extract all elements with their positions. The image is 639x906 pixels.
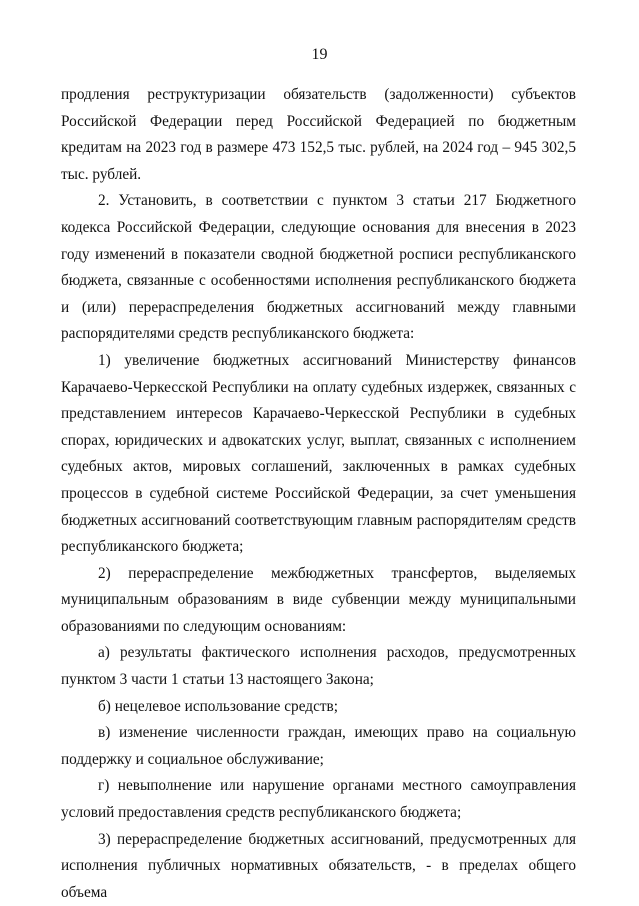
paragraph-subitem-1: 1) увеличение бюджетных ассигнований Министерству финансов Карачаево-Черкесской Республики на оплату судебных издержек, связанных с представлением интересов Карачаево-Черкесской Республики в судебных спорах, юридических и адвокатских услуг, выплат, связанных с исполнением судебных актов, мировых соглашений, заключенных в рамках судебных процессов в судебной системе Российской Федерации, за счет уменьшения бюджетных ассигнований соответствующим главным распорядителям средств республиканского бюджета; xyxy=(61,351,576,556)
paragraph-subitem-2c: в) изменение численности граждан, имеющих право на социальную поддержку и социальное обслуживание; xyxy=(61,724,576,768)
paragraph-subitem-2b: б) нецелевое использование средств; xyxy=(98,697,339,715)
paragraph-subitem-2a: а) результаты фактического исполнения расходов, предусмотренных пунктом 3 части 1 статьи 13 настоящего Закона; xyxy=(61,644,576,689)
paragraph-subitem-2: 2) перераспределение межбюджетных трансфертов, выделяемых муниципальным образованиям в виде субвенции между муниципальными образованиями по следующим основаниям: xyxy=(61,564,576,635)
paragraph-subitem-2d: г) невыполнение или нарушение органами местного самоуправления условий предоставления средств республиканского бюджета; xyxy=(61,777,576,822)
paragraph-subitem-3: 3) перераспределение бюджетных ассигнований, предусмотренных для исполнения публичных нормативных обязательств, - в пределах общего объема xyxy=(61,830,576,901)
paragraph-continuation: продления реструктуризации обязательств (задолженности) субъектов Российской Федерации перед Российской Федерацией по бюджетным кредитам на 2023 год в размере 473 152,5 тыс. рублей, на 2024 год – 945 302,5 тыс. рублей. xyxy=(61,86,576,183)
page-number: 19 xyxy=(311,46,328,63)
paragraph-item-2: 2. Установить, в соответствии с пунктом 3 статьи 217 Бюджетного кодекса Российской Федерации, следующие основания для внесения в 2023 году изменений в показатели сводной бюджетной росписи республиканского бюджета, связанные с особенностями исполнения республиканского бюджета и (или) перераспределения бюджетных ассигнований между главными распорядителями средств республиканского бюджета: xyxy=(61,192,576,343)
document-body xyxy=(61,82,576,906)
